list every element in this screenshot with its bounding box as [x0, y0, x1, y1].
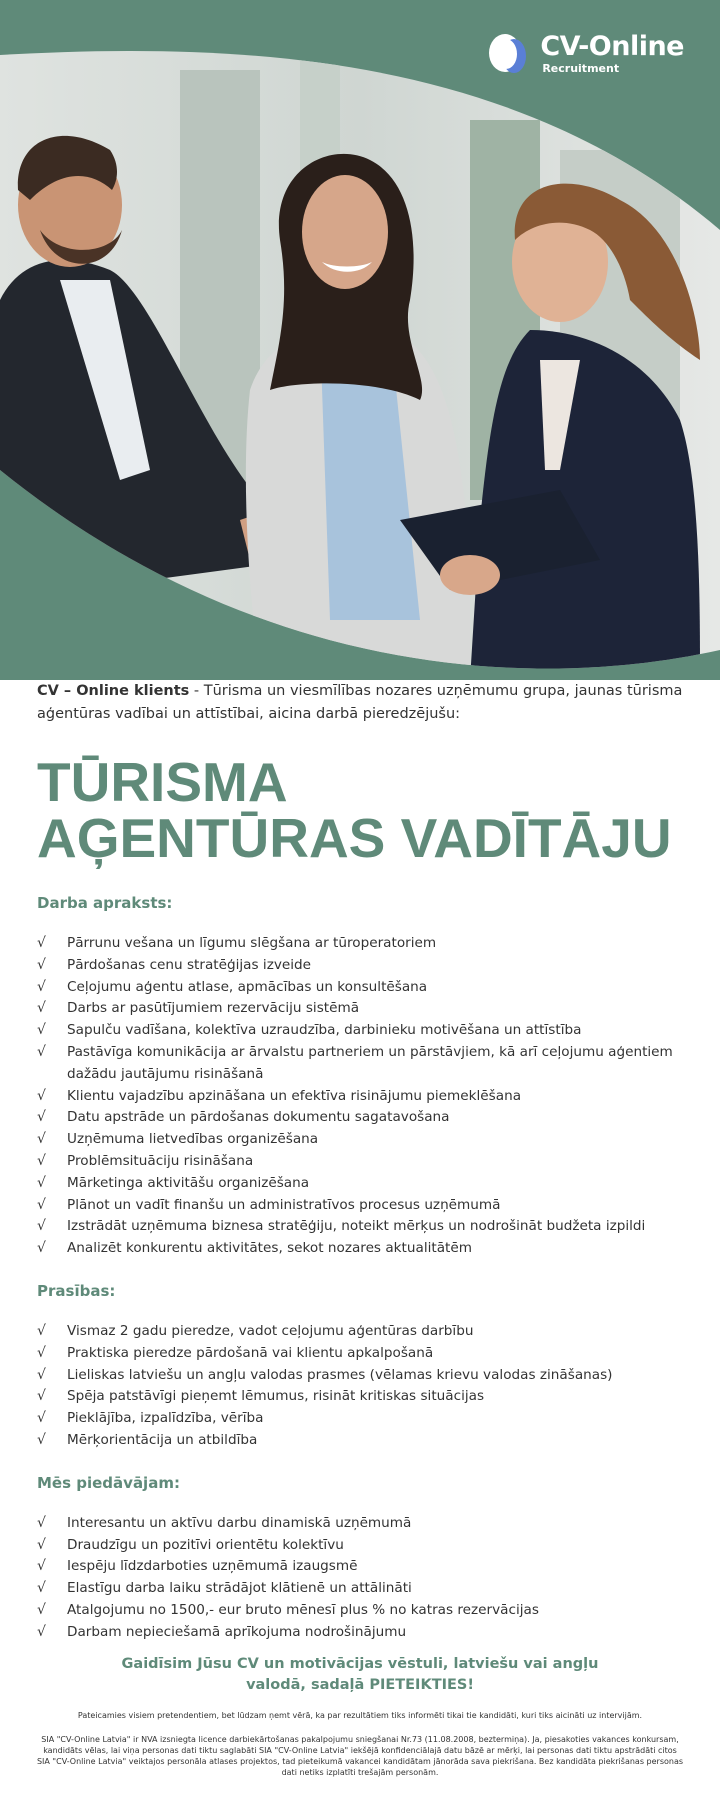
apply-call-to-action: Gaidīsim Jūsu CV un motivācijas vēstuli, latviešu vai angļu valodā, sadaļā PIETEIKTIES!	[121, 1656, 599, 1693]
check-mark-icon: √	[37, 1514, 46, 1531]
list-item-text: Problēmsituāciju risināšana	[67, 1152, 254, 1169]
check-mark-icon: √	[37, 1388, 46, 1405]
check-mark-icon: √	[37, 1601, 46, 1618]
list-item	[37, 1042, 687, 1086]
cv-online-logo	[486, 30, 684, 76]
check-mark-icon: √	[37, 1536, 46, 1553]
list-item-text: Analizēt konkurentu aktivitātes, sekot nozares aktualitātēm	[67, 1240, 472, 1257]
thanks-note: Pateicamies visiem pretendentiem, bet lūdzam ņemt vērā, ka par rezultātiem tiks informēti tikai tie kandidāti, kuri tiks aicināti uz intervijām.	[77, 1711, 643, 1720]
list-item-text: Interesantu un aktīvu darbu dinamiskā uzņēmumā	[67, 1514, 412, 1531]
check-mark-icon: √	[37, 1322, 46, 1339]
check-mark-icon: √	[37, 1218, 46, 1235]
list-item	[37, 1020, 687, 1042]
check-mark-icon: √	[37, 1344, 46, 1361]
list-item	[37, 1107, 687, 1129]
check-mark-icon: √	[37, 1366, 46, 1383]
list-item	[37, 1173, 687, 1195]
list-item-text: Pārrunu vešana un līgumu slēgšana ar tūroperatoriem	[67, 935, 437, 951]
list-item	[37, 1129, 687, 1151]
list-item-text: Lieliskas latviešu un angļu valodas prasmes (vēlamas krievu valodas zināšanas)	[67, 1366, 613, 1383]
check-mark-icon: √	[37, 1000, 46, 1017]
check-mark-icon: √	[37, 1109, 46, 1126]
business-handshake-photo	[0, 0, 720, 680]
list-item-text: Ceļojumu aģentu atlase, apmācības un konsultēšana	[67, 978, 428, 995]
check-mark-icon: √	[37, 956, 46, 973]
list-item-text: Vismaz 2 gadu pieredze, vadot ceļojumu aģentūras darbību	[67, 1322, 474, 1339]
job-posting	[37, 680, 687, 1644]
job-title-line1: TŪRISMA	[37, 751, 288, 813]
requirements-list	[37, 1321, 687, 1452]
list-item-text: Praktiska pieredze pārdošanā vai klientu apkalpošanā	[67, 1344, 434, 1361]
check-mark-icon: √	[37, 1431, 46, 1448]
list-item-text: Elastīgu darba laiku strādājot klātienē un attālināti	[67, 1580, 412, 1597]
check-mark-icon: √	[37, 1174, 46, 1191]
check-mark-icon: √	[37, 1623, 46, 1640]
logo-subtitle: Recruitment	[542, 61, 620, 75]
check-mark-icon: √	[37, 1022, 46, 1039]
logo-name: CV-Online	[540, 30, 684, 62]
intro-paragraph	[37, 680, 687, 726]
list-item-text: Datu apstrāde un pārdošanas dokumentu sagatavošana	[67, 1109, 450, 1126]
legal-notice: SIA "CV-Online Latvia" ir NVA izsniegta licence darbiekārtošanas pakalpojumu sniegšanai Nr.73 (11.08.2008, beztermiņa). Ja, piesakoties vakances konkursam, kandidāts vēlas, lai viņa personas dati tiktu saglabāti SIA "CV-Online Latvia" iekšējā konfidenciālajā datu bāzē ar mērķi, lai personas dati tiktu apstrādāti citos SIA "CV-Online Latvia" veiktajos personāla atlases projektos, tad pieteikumā vakancei kandidātam jānorāda sava piekrišana. Bez kandidāta piekrišanas personas dati netiks izplatīti trešajām personām.	[36, 1735, 684, 1777]
check-mark-icon: √	[37, 978, 46, 995]
check-mark-icon: √	[37, 1043, 46, 1060]
check-mark-icon: √	[37, 1580, 46, 1597]
list-item-text: Sapulču vadīšana, kolektīva uzraudzība, darbinieku motivēšana un attīstība	[67, 1022, 582, 1039]
list-item	[37, 977, 687, 999]
list-item	[37, 1430, 687, 1452]
section-heading-requirements: Prasības:	[37, 1281, 116, 1300]
list-item	[37, 1535, 687, 1557]
section-heading-offer: Mēs piedāvājam:	[37, 1473, 180, 1492]
check-mark-icon: √	[37, 1152, 46, 1169]
check-mark-icon: √	[37, 1558, 46, 1575]
list-item	[37, 998, 687, 1020]
list-item-text: Pārdošanas cenu stratēģijas izveide	[67, 956, 312, 973]
list-item	[37, 1600, 687, 1622]
list-item	[37, 1408, 687, 1430]
list-item	[37, 1578, 687, 1600]
list-item-text: Iespēju līdzdarboties uzņēmumā izaugsmē	[67, 1558, 358, 1575]
list-item-text: Uzņēmuma lietvedības organizēšana	[67, 1131, 319, 1148]
list-item	[37, 933, 687, 955]
list-item	[37, 1086, 687, 1108]
list-item-text: Plānot un vadīt finanšu un administratīvos procesus uzņēmumā	[67, 1196, 501, 1213]
list-item	[37, 955, 687, 977]
check-mark-icon: √	[37, 1196, 46, 1213]
list-item-text: Darbam nepieciešamā aprīkojuma nodrošinājumu	[67, 1623, 407, 1640]
list-item	[37, 1622, 687, 1644]
list-item	[37, 1556, 687, 1578]
list-item-text: Klientu vajadzību apzināšana un efektīva risinājumu piemeklēšana	[67, 1087, 522, 1104]
check-mark-icon: √	[37, 1410, 46, 1427]
job-title-line2: AĢENTŪRAS VADĪTĀJU	[37, 807, 672, 869]
list-item	[37, 1513, 687, 1535]
list-item-text: Izstrādāt uzņēmuma biznesa stratēģiju, noteikt mērķus un nodrošināt budžeta izpildi	[67, 1218, 646, 1235]
cv-online-logo-mark-icon	[486, 30, 532, 76]
check-mark-icon: √	[37, 1087, 46, 1104]
check-mark-icon: √	[37, 935, 46, 951]
intro-lead: CV – Online klients	[37, 683, 190, 699]
list-item	[37, 1151, 687, 1173]
list-item-text: Mērķorientācija un atbildība	[67, 1431, 258, 1448]
check-mark-icon: √	[37, 1131, 46, 1148]
list-item	[37, 1216, 687, 1238]
list-item-text: Darbs ar pasūtījumiem rezervāciju sistēmā	[67, 1000, 360, 1017]
section-heading-duties: Darba apraksts:	[37, 894, 173, 912]
list-item-text: Pastāvīga komunikācija ar ārvalstu partneriem un pārstāvjiem, kā arī ceļojumu aģentiem dažādu jautājumu risināšanā	[67, 1043, 673, 1082]
job-title	[37, 751, 687, 869]
list-item	[37, 1195, 687, 1217]
hero-banner	[0, 0, 720, 680]
list-item-text: Mārketinga aktivitāšu organizēšana	[67, 1174, 310, 1191]
list-item-text: Pieklājība, izpalīdzība, vērība	[67, 1410, 264, 1427]
list-item	[37, 1386, 687, 1408]
offer-list	[37, 1513, 687, 1644]
list-item-text: Draudzīgu un pozitīvi orientētu kolektīvu	[67, 1536, 344, 1553]
check-mark-icon: √	[37, 1240, 46, 1257]
intro-text: - Tūrisma un viesmīlības nozares uzņēmumu grupa, jaunas tūrisma aģentūras vadībai un attīstībai, aicina darbā pieredzējušu:	[37, 683, 683, 722]
list-item-text: Spēja patstāvīgi pieņemt lēmumus, risināt kritiskas situācijas	[67, 1388, 485, 1405]
list-item-text: Atalgojumu no 1500,- eur bruto mēnesī plus % no katras rezervācijas	[67, 1601, 539, 1618]
list-item	[37, 1343, 687, 1365]
list-item	[37, 1238, 687, 1260]
list-item	[37, 1365, 687, 1387]
duties-list	[37, 933, 687, 1260]
list-item	[37, 1321, 687, 1343]
